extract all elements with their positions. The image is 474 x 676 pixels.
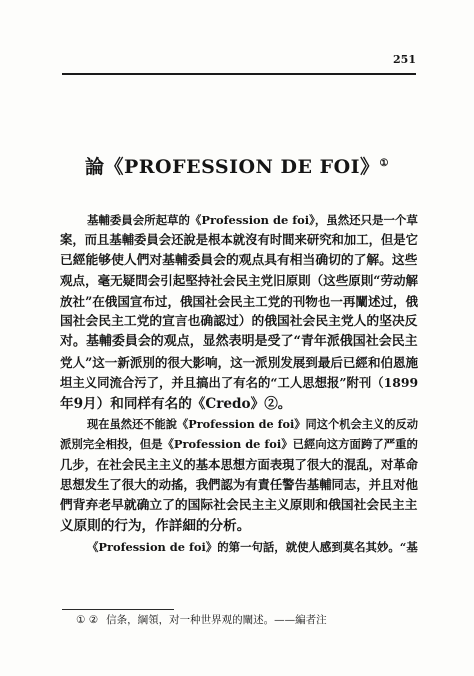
text-line: 现在虽然还不能說《Profession de foi》同这个机会主义的反动 — [87, 417, 418, 432]
text-line: 对。基輔委員会的观点，显然表明是受了“青年派俄国社会民主 — [60, 334, 418, 350]
article-body — [60, 210, 418, 557]
footnote-text: 信条，綱領，对一种世界观的闡述。——編者注 — [106, 614, 327, 626]
text-line: 案，而且基輔委員会还說是根本就沒有时間来研究和加工，但是它 — [60, 232, 418, 248]
text-line: 义原則的行为，作詳細的分析。 — [60, 518, 251, 535]
text-line: 观点，毫无疑問会引起堅持社会民主党旧原則（这些原則“劳动解 — [60, 273, 418, 289]
header-rule — [62, 73, 416, 75]
text-line: 党人”这一新派別的很大影响，这一派別发展到最后已經和伯恩施 — [60, 354, 418, 370]
text-line: 坦主义同流合污了，并且搞出了有名的“工人思想报”附刊（1899 — [60, 375, 418, 391]
text-line: 《Profession de foi》的第一句話，就使人感到莫名其妙。“基 — [87, 539, 418, 554]
paragraph-2 — [60, 414, 418, 536]
text-line: 們背弃老早就确立了的国际社会民主主义原則和俄国社会民主主 — [60, 497, 418, 513]
paragraph-1 — [60, 210, 418, 414]
text-line: 基輔委員会所起草的《Profession de foi》，虽然还只是一个草 — [87, 213, 418, 227]
title-footnote-mark: ① — [379, 158, 389, 169]
article-title-text: 論《PROFESSION DE FOI》 — [84, 156, 380, 178]
text-line: 思想发生了很大的动搖，我們認为有責任警告基輔同志，并且对他 — [60, 477, 418, 493]
footnote-rule — [62, 609, 174, 610]
text-line: 国社会民主工党的宣言也确認过）的俄国社会民主党人的坚决反 — [60, 314, 418, 330]
page-number: 251 — [393, 53, 416, 66]
footnote — [76, 613, 406, 627]
footnote-marks: ① ② — [76, 614, 99, 626]
text-line: 几步，在社会民主主义的基本思想方面表現了很大的混乱，对革命 — [60, 456, 418, 472]
text-line: 放社”在俄国宣布过，俄国社会民主工党的刊物也一再闡述过，俄 — [60, 293, 418, 309]
article-title — [60, 152, 414, 179]
text-line: 年9月）和同样有名的《Credo》②。 — [60, 395, 292, 412]
text-line: 派別完全相投，但是《Profession de foi》已經向这方面跨了严重的 — [60, 437, 418, 452]
text-line: 已經能够使人們对基輔委員会的观点具有相当确切的了解。这些 — [60, 252, 418, 268]
paragraph-3 — [60, 537, 418, 557]
